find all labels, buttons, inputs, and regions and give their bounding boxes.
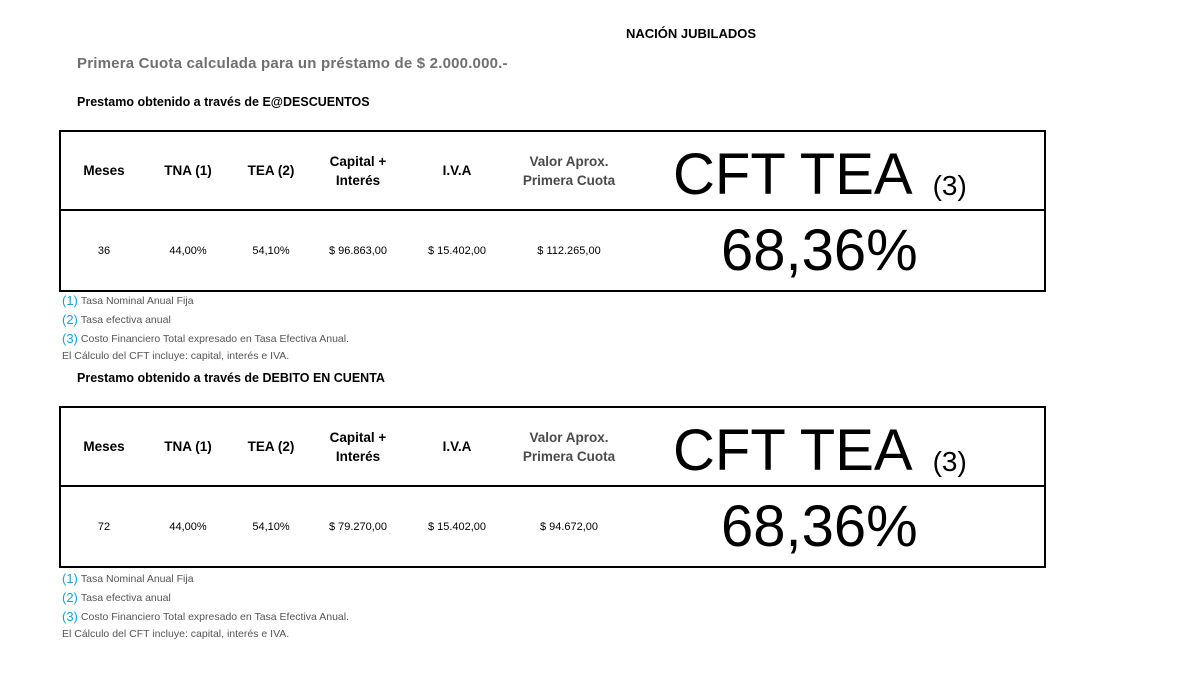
footnote-text: Costo Financiero Total expresado en Tasa Efectiva Anual. [80, 332, 349, 345]
header-valor-cuota [523, 132, 615, 209]
footnote-1 [62, 569, 349, 588]
header-iva: I.V.A [442, 439, 472, 454]
document-title: NACIÓN JUBILADOS [626, 26, 757, 41]
footnote-1 [62, 291, 349, 310]
value-tna: 44,00% [169, 520, 207, 533]
header-valor-cuota [523, 408, 615, 485]
header-valor-line1: Valor Aprox. [529, 153, 609, 169]
loan-table-edescuentos [59, 130, 1046, 292]
header-capital-line1: Capital + [329, 429, 387, 445]
footnote-3 [62, 607, 349, 626]
header-valor-line1: Valor Aprox. [529, 429, 609, 445]
header-iva: I.V.A [442, 163, 472, 178]
header-capital-line2: Interés [335, 172, 381, 188]
value-primera-cuota: $ 112.265,00 [537, 244, 601, 257]
header-cft-label: CFT TEA [673, 418, 913, 483]
header-capital-line1: Capital + [329, 153, 387, 169]
footnote-text: Tasa Nominal Anual Fija [80, 294, 194, 307]
footnote-3 [62, 329, 349, 348]
footnote-number: (2) [62, 590, 78, 605]
loan-table-debito [59, 406, 1046, 568]
section-label-debito: Prestamo obtenido a través de DEBITO EN CUENTA [77, 371, 385, 385]
footnote-2 [62, 310, 349, 329]
value-meses: 36 [97, 244, 111, 257]
footnote-number: (3) [62, 331, 78, 346]
value-capital-interes: $ 96.863,00 [328, 244, 388, 257]
footnote-number: (2) [62, 312, 78, 327]
footnote-text: Tasa Nominal Anual Fija [80, 572, 194, 585]
footnote-cft-includes: El Cálculo del CFT incluye: capital, interés e IVA. [62, 627, 290, 640]
header-cft-ref: (3) [932, 170, 967, 201]
header-meses: Meses [83, 439, 125, 454]
footnote-text: Costo Financiero Total expresado en Tasa Efectiva Anual. [80, 610, 349, 623]
value-iva: $ 15.402,00 [427, 244, 487, 257]
header-tea: TEA (2) [247, 163, 295, 178]
header-cft-ref: (3) [932, 446, 967, 477]
header-capital-line2: Interés [335, 448, 381, 464]
value-tna: 44,00% [169, 244, 207, 257]
header-valor-line2: Primera Cuota [522, 172, 616, 188]
footnote-number: (1) [62, 293, 78, 308]
header-tea: TEA (2) [247, 439, 295, 454]
value-tea: 54,10% [252, 520, 290, 533]
value-iva: $ 15.402,00 [427, 520, 487, 533]
value-meses: 72 [97, 520, 111, 533]
footnote-cft-includes: El Cálculo del CFT incluye: capital, interés e IVA. [62, 349, 290, 362]
section-label-edescuentos: Prestamo obtenido a través de E@DESCUENTOS [77, 95, 370, 109]
loan-subtitle: Primera Cuota calculada para un préstamo de $ 2.000.000.- [77, 55, 508, 72]
header-capital-interes [330, 132, 387, 209]
header-cft-label: CFT TEA [673, 142, 913, 207]
footnote-number: (3) [62, 609, 78, 624]
footnote-text: Tasa efectiva anual [80, 313, 171, 326]
value-tea: 54,10% [252, 244, 290, 257]
header-valor-line2: Primera Cuota [522, 448, 616, 464]
value-cft-tea: 68,36% [721, 218, 918, 283]
header-cft-tea [673, 138, 967, 207]
value-capital-interes: $ 79.270,00 [328, 520, 388, 533]
header-tna: TNA (1) [164, 439, 212, 454]
value-primera-cuota: $ 94.672,00 [539, 520, 599, 533]
header-cft-tea [673, 414, 967, 483]
footnotes-debito [62, 569, 349, 641]
footnote-2 [62, 588, 349, 607]
footnote-text: Tasa efectiva anual [80, 591, 171, 604]
header-tna: TNA (1) [164, 163, 212, 178]
footnote-number: (1) [62, 571, 78, 586]
header-capital-interes [330, 408, 387, 485]
footnotes-edescuentos [62, 291, 349, 363]
value-cft-tea: 68,36% [721, 494, 918, 559]
header-meses: Meses [83, 163, 125, 178]
